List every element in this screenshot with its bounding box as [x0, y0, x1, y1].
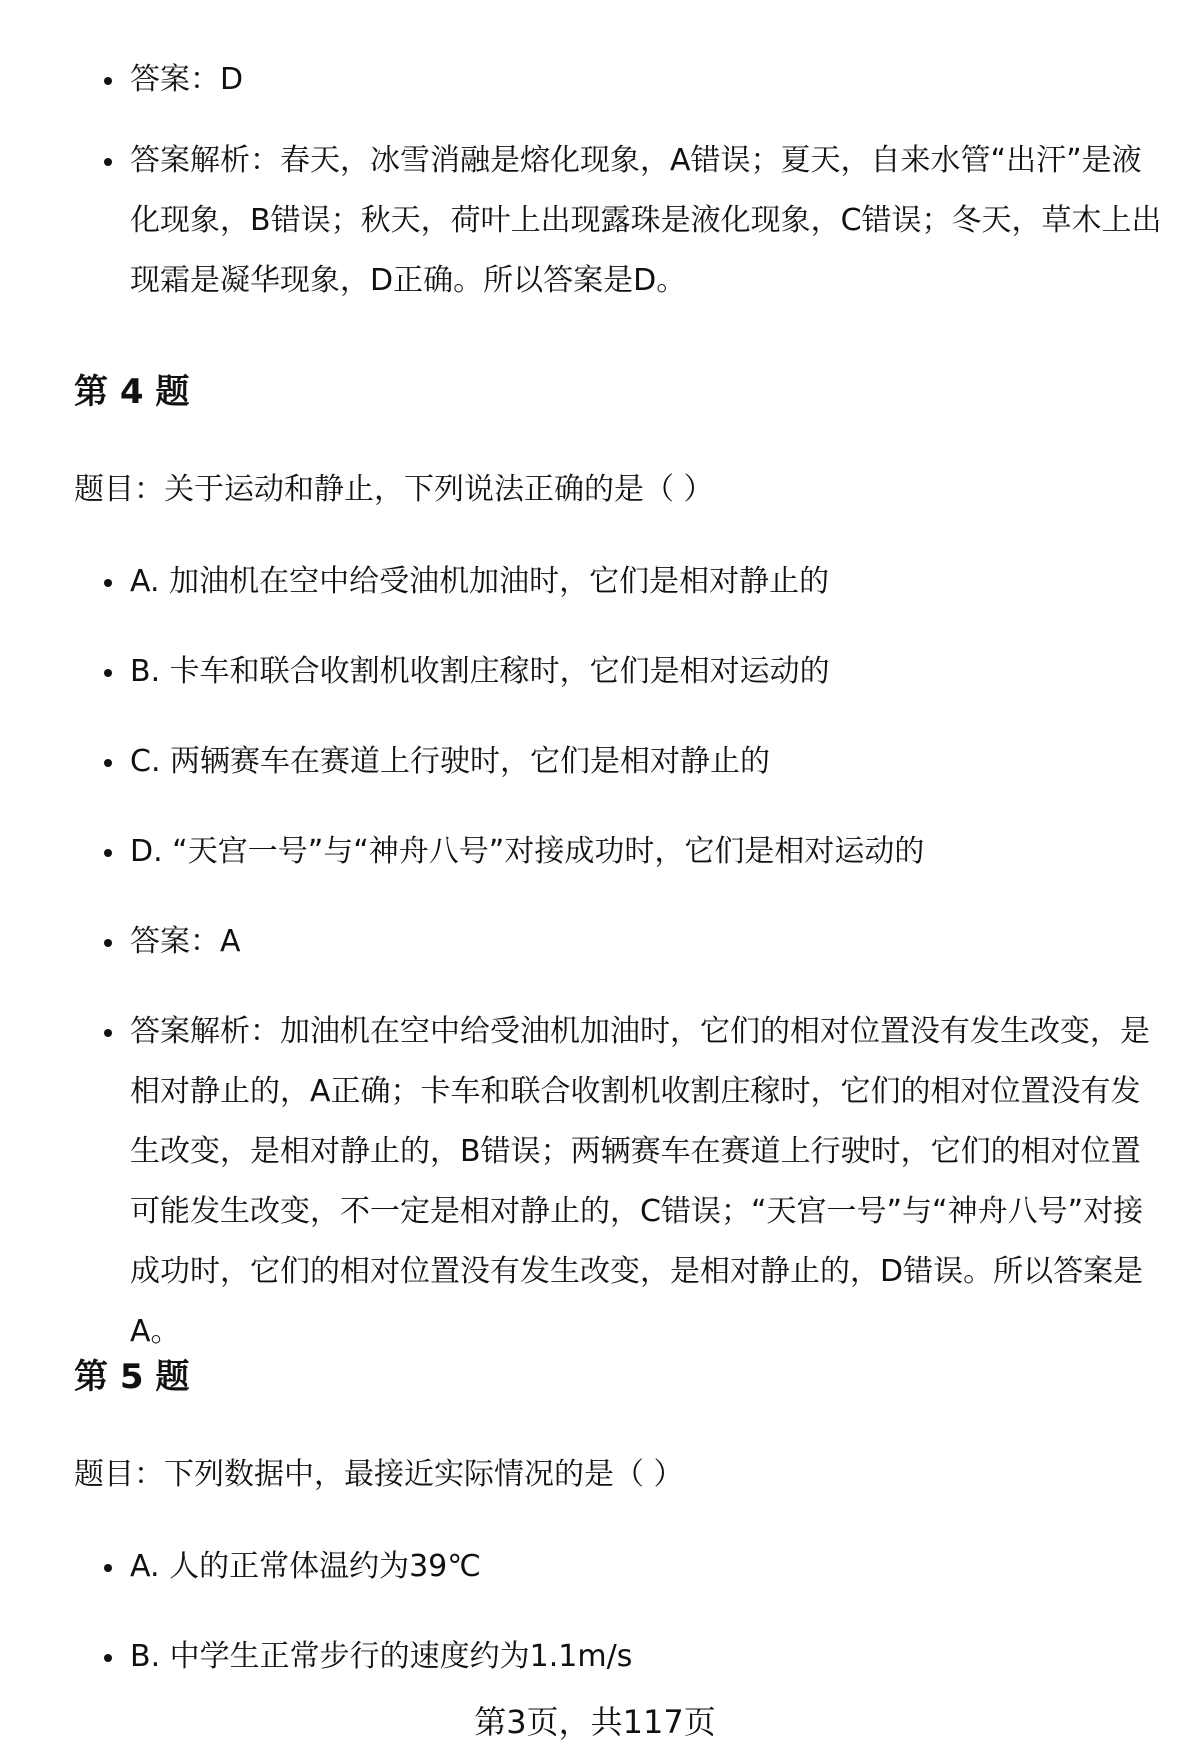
question-4-option-a: A. 加油机在空中给受油机加油时，它们是相对静止的	[74, 552, 1164, 612]
question-5-option-b: B. 中学生正常步行的速度约为1.1m/s	[74, 1627, 1164, 1687]
question-5-heading-block	[74, 1355, 1164, 1399]
question-4-option-c: C. 两辆赛车在赛道上行驶时，它们是相对静止的	[74, 732, 1164, 792]
question-5-stem: 题目：下列数据中，最接近实际情况的是（ ）	[74, 1457, 684, 1492]
question-4-option-b: B. 卡车和联合收割机收割庄稼时，它们是相对运动的	[74, 642, 1164, 702]
prev-explanation: 答案解析：春天，冰雪消融是熔化现象，A错误；夏天，自来水管“出汗”是液化现象，B错误；秋天，荷叶上出现露珠是液化现象，C错误；冬天，草木上出现霜是凝华现象，D正确。所以答案是D。	[74, 131, 1164, 311]
question-5-options	[74, 1537, 1164, 1687]
question-4-options	[74, 552, 1164, 1362]
question-5-heading: 第 5 题	[74, 1357, 190, 1397]
question-5-stem-block	[74, 1453, 1164, 1497]
question-4-answer: 答案：A	[74, 912, 1164, 972]
question-4-stem: 题目：关于运动和静止，下列说法正确的是（ ）	[74, 472, 714, 507]
prev-answer: 答案：D	[74, 50, 1164, 110]
question-4-option-d: D. “天宫一号”与“神舟八号”对接成功时，它们是相对运动的	[74, 822, 1164, 882]
question-5-option-a: A. 人的正常体温约为39℃	[74, 1537, 1164, 1597]
prev-question-tail	[74, 50, 1164, 311]
question-4-stem-block	[74, 468, 1164, 512]
question-4-explanation: 答案解析：加油机在空中给受油机加油时，它们的相对位置没有发生改变，是相对静止的，A正确；卡车和联合收割机收割庄稼时，它们的相对位置没有发生改变，是相对静止的，B错误；两辆赛车在赛道上行驶时，它们的相对位置可能发生改变，不一定是相对静止的，C错误；“天宫一号”与“神舟八号”对接成功时，它们的相对位置没有发生改变，是相对静止的，D错误。所以答案是A。	[74, 1002, 1164, 1362]
page-number: 第3页，共117页	[474, 1703, 716, 1741]
question-4-heading: 第 4 题	[74, 372, 190, 412]
question-4-heading-block	[74, 370, 1164, 414]
